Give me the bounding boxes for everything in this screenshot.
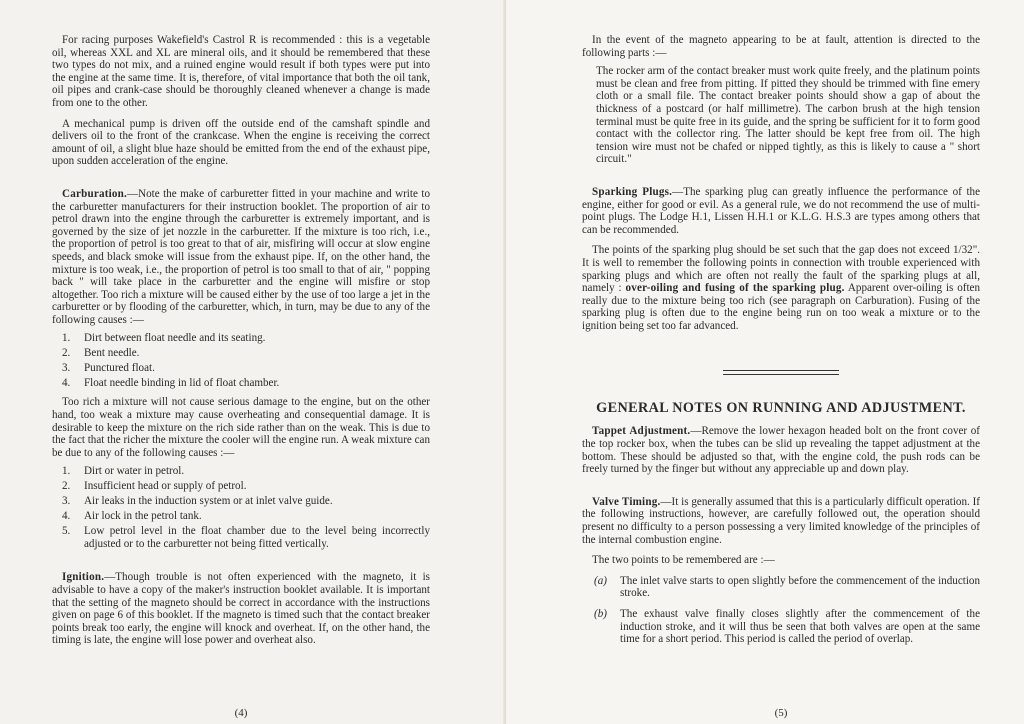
section-title: GENERAL NOTES ON RUNNING AND ADJUSTMENT.: [596, 400, 966, 417]
list-item: [62, 362, 430, 375]
list-item-number: 2.: [62, 347, 71, 360]
plug-points-text-a: The points of the sparking plug should be set such that the gap does not exceed 1/32". It is well to remember the following points in connection with trouble experienced with sparking plugs and which are often not really the fault of the sparking plugs at all, namely :: [582, 244, 980, 295]
page-number: (5): [774, 707, 788, 720]
sparking-plugs-text: —The sparking plug can greatly influence the performance of the engine, either for good or evil. As a general rule, we do not recommend the use of multi-point plugs. The Lodge H.1, Lissen H.H.1 or K.L.G. H.S.3 are types among others that can be recommended.: [582, 185, 981, 236]
rich-mixture-causes-list: [52, 332, 430, 390]
list-item-number: 4.: [62, 377, 71, 390]
valve-timing-heading: Valve Timing.: [592, 495, 661, 508]
list-item-text: The exhaust valve finally closes slightly after the commencement of the induction stroke, and it will thus be seen that both valves are open at the same time for a short period. This period is called the period of overlap.: [620, 608, 980, 646]
list-item-number: 3.: [62, 495, 71, 508]
list-item-number: 1.: [62, 465, 71, 478]
plug-points-paragraph: [582, 244, 980, 332]
list-item-number: (b): [594, 608, 607, 620]
list-item: [594, 608, 980, 646]
list-item: [62, 480, 430, 493]
list-item-number: 1.: [62, 332, 71, 345]
valve-timing-text: —It is generally assumed that this is a particularly difficult operation. If the following instructions, however, are carefully followed out, the operation should present no difficulty to a person possessing a very limited knowledge of the principles of the internal combustion engine.: [582, 495, 980, 546]
weak-mixture-paragraph: Too rich a mixture will not cause serious damage to the engine, but on the other hand, too weak a mixture may cause overheating and consequential damage. It is desirable to keep the mixture on the rich side rather than on the weak. This is due to the fact that the richer the mixture the cooler will the engine run. A weak mixture can be due to any of the following causes :—: [52, 396, 430, 459]
list-item-text: Air lock in the petrol tank.: [84, 510, 202, 523]
list-item-text: Insufficient head or supply of petrol.: [84, 480, 247, 493]
list-item-number: 4.: [62, 510, 71, 523]
list-item-text: Bent needle.: [84, 347, 140, 360]
list-item: [62, 377, 430, 390]
list-item: [62, 510, 430, 523]
right-page: [506, 0, 1024, 724]
sparking-plugs-paragraph: [582, 186, 980, 236]
sparking-plugs-heading: Sparking Plugs.: [592, 185, 673, 198]
list-item-text: Float needle binding in lid of float chamber.: [84, 377, 280, 390]
ignition-heading: Ignition.: [62, 571, 105, 584]
list-item: [594, 575, 980, 600]
section-divider: [723, 370, 839, 375]
tappet-paragraph: [582, 425, 980, 475]
list-item: [62, 525, 430, 551]
timing-points-list: [582, 575, 980, 646]
list-item-number: 2.: [62, 480, 71, 493]
list-item-text: The inlet valve starts to open slightly before the commencement of the induction stroke.: [620, 574, 980, 600]
list-item: [62, 495, 430, 508]
tappet-heading: Tappet Adjustment.: [592, 425, 691, 438]
contact-breaker-block: [582, 65, 980, 166]
valve-timing-paragraph: [582, 496, 980, 546]
list-item-text: Dirt or water in petrol.: [84, 465, 185, 478]
ignition-paragraph: [52, 571, 430, 647]
carburation-paragraph: [52, 188, 430, 327]
carburation-text: —Note the make of carburetter fitted in your machine and write to the carburetter manufacturers for their instruction booklet. The proportion of air to petrol drawn into the engine through the carburetter is extremely important, and is governed by the size of jet nozzle in the carburetter. If the mixture is too rich, i.e., the proportion of petrol is too great to that of air, misfiring will occur at slow engine speeds, and black smoke will issue from the exhaust pipe. If, on the other hand, the mixture is too weak, i.e., the proportion of petrol is too small to that of air, " popping back " will take place in the carburetter and the engine will misfire or stop altogether. Too rich a mixture will be caused either by the use of too large a jet in the carburetter or by flooding of the carburetter, which, in turn, may be due to any of the following causes :—: [52, 187, 430, 326]
plug-points-emphasis: over-oiling and fusing of the sparking plug.: [625, 282, 845, 295]
list-item-number: 3.: [62, 362, 71, 375]
page-number: (4): [234, 707, 248, 720]
list-item-text: Low petrol level in the float chamber due to the level being incorrectly adjusted or to the carburetter not being fitted vertically.: [84, 525, 430, 551]
plug-points-text-b: Apparent over-oiling is often really due to the mixture being too rich (see paragraph on Carburation). Fusing of the sparking plug is often due to the engine being run on too weak a mixture or to the ignition being set too far advanced.: [582, 282, 980, 332]
rocker-arm-paragraph: The rocker arm of the contact breaker must work quite freely, and the platinum points must be clean and free from pitting. If pitted they should be trimmed with fine emery cloth or a small file. The contact breaker points should show a gap of about the thickness of a postcard (or half millimetre). The carbon brush at the high tension terminal must be quite free in its guide, and the spring be sufficient for it to form good contact with the collector ring. The latter should be kept free from oil. The high tension wire must not be chafed or nipped tightly, as this is likely to cause a " short circuit.": [596, 65, 980, 166]
left-page: [0, 0, 506, 724]
castrol-paragraph: For racing purposes Wakefield's Castrol R is recommended : this is a vegetable oil, whereas XXL and XL are mineral oils, and it should be remembered that these two types do not mix, and a ruined engine would result if both types were put into the engine at the same time. It is, therefore, of vital importance that both the oil tank, oil pipes and crank-case should be thoroughly cleaned whenever a change is made from one to the other.: [52, 34, 430, 109]
magneto-paragraph: In the event of the magneto appearing to be at fault, attention is directed to the following parts :—: [582, 34, 980, 59]
list-item-number: 5.: [62, 525, 71, 538]
two-points-intro: The two points to be remembered are :—: [592, 554, 775, 567]
list-item: [62, 465, 430, 478]
list-item: [62, 347, 430, 360]
tappet-text: —Remove the lower hexagon headed bolt on the front cover of the top rocker box, when the tubes can be slid up revealing the tappet adjustment at the bottom. These should be adjusted so that, with the engine cold, the push rods can be freely turned by the finger but without any appreciable up and down play.: [582, 425, 980, 476]
ignition-text: —Though trouble is not often experienced with the magneto, it is advisable to have a copy of the maker's instruction booklet available. It is important that the setting of the magneto should be correct in accordance with the instructions given on page 6 of this booklet. If the magneto is timed such that the contact breaker points break too early, the engine will knock and overheat. If, on the other hand, the timing is late, the engine will lose power and overheat also.: [52, 571, 430, 647]
carburation-heading: Carburation.: [62, 187, 127, 200]
oil-pump-paragraph: A mechanical pump is driven off the outside end of the camshaft spindle and delivers oil to the front of the crankcase. When the engine is receiving the correct amount of oil, a slight blue haze should be emitted from the end of the exhaust pipe, upon sudden acceleration of the engine.: [52, 117, 430, 168]
weak-mixture-causes-list: [52, 465, 430, 551]
list-item-text: Dirt between float needle and its seating.: [84, 332, 266, 345]
list-item-text: Punctured float.: [84, 362, 155, 375]
list-item-text: Air leaks in the induction system or at inlet valve guide.: [84, 495, 333, 508]
list-item-number: (a): [594, 574, 607, 587]
list-item: [62, 332, 430, 345]
